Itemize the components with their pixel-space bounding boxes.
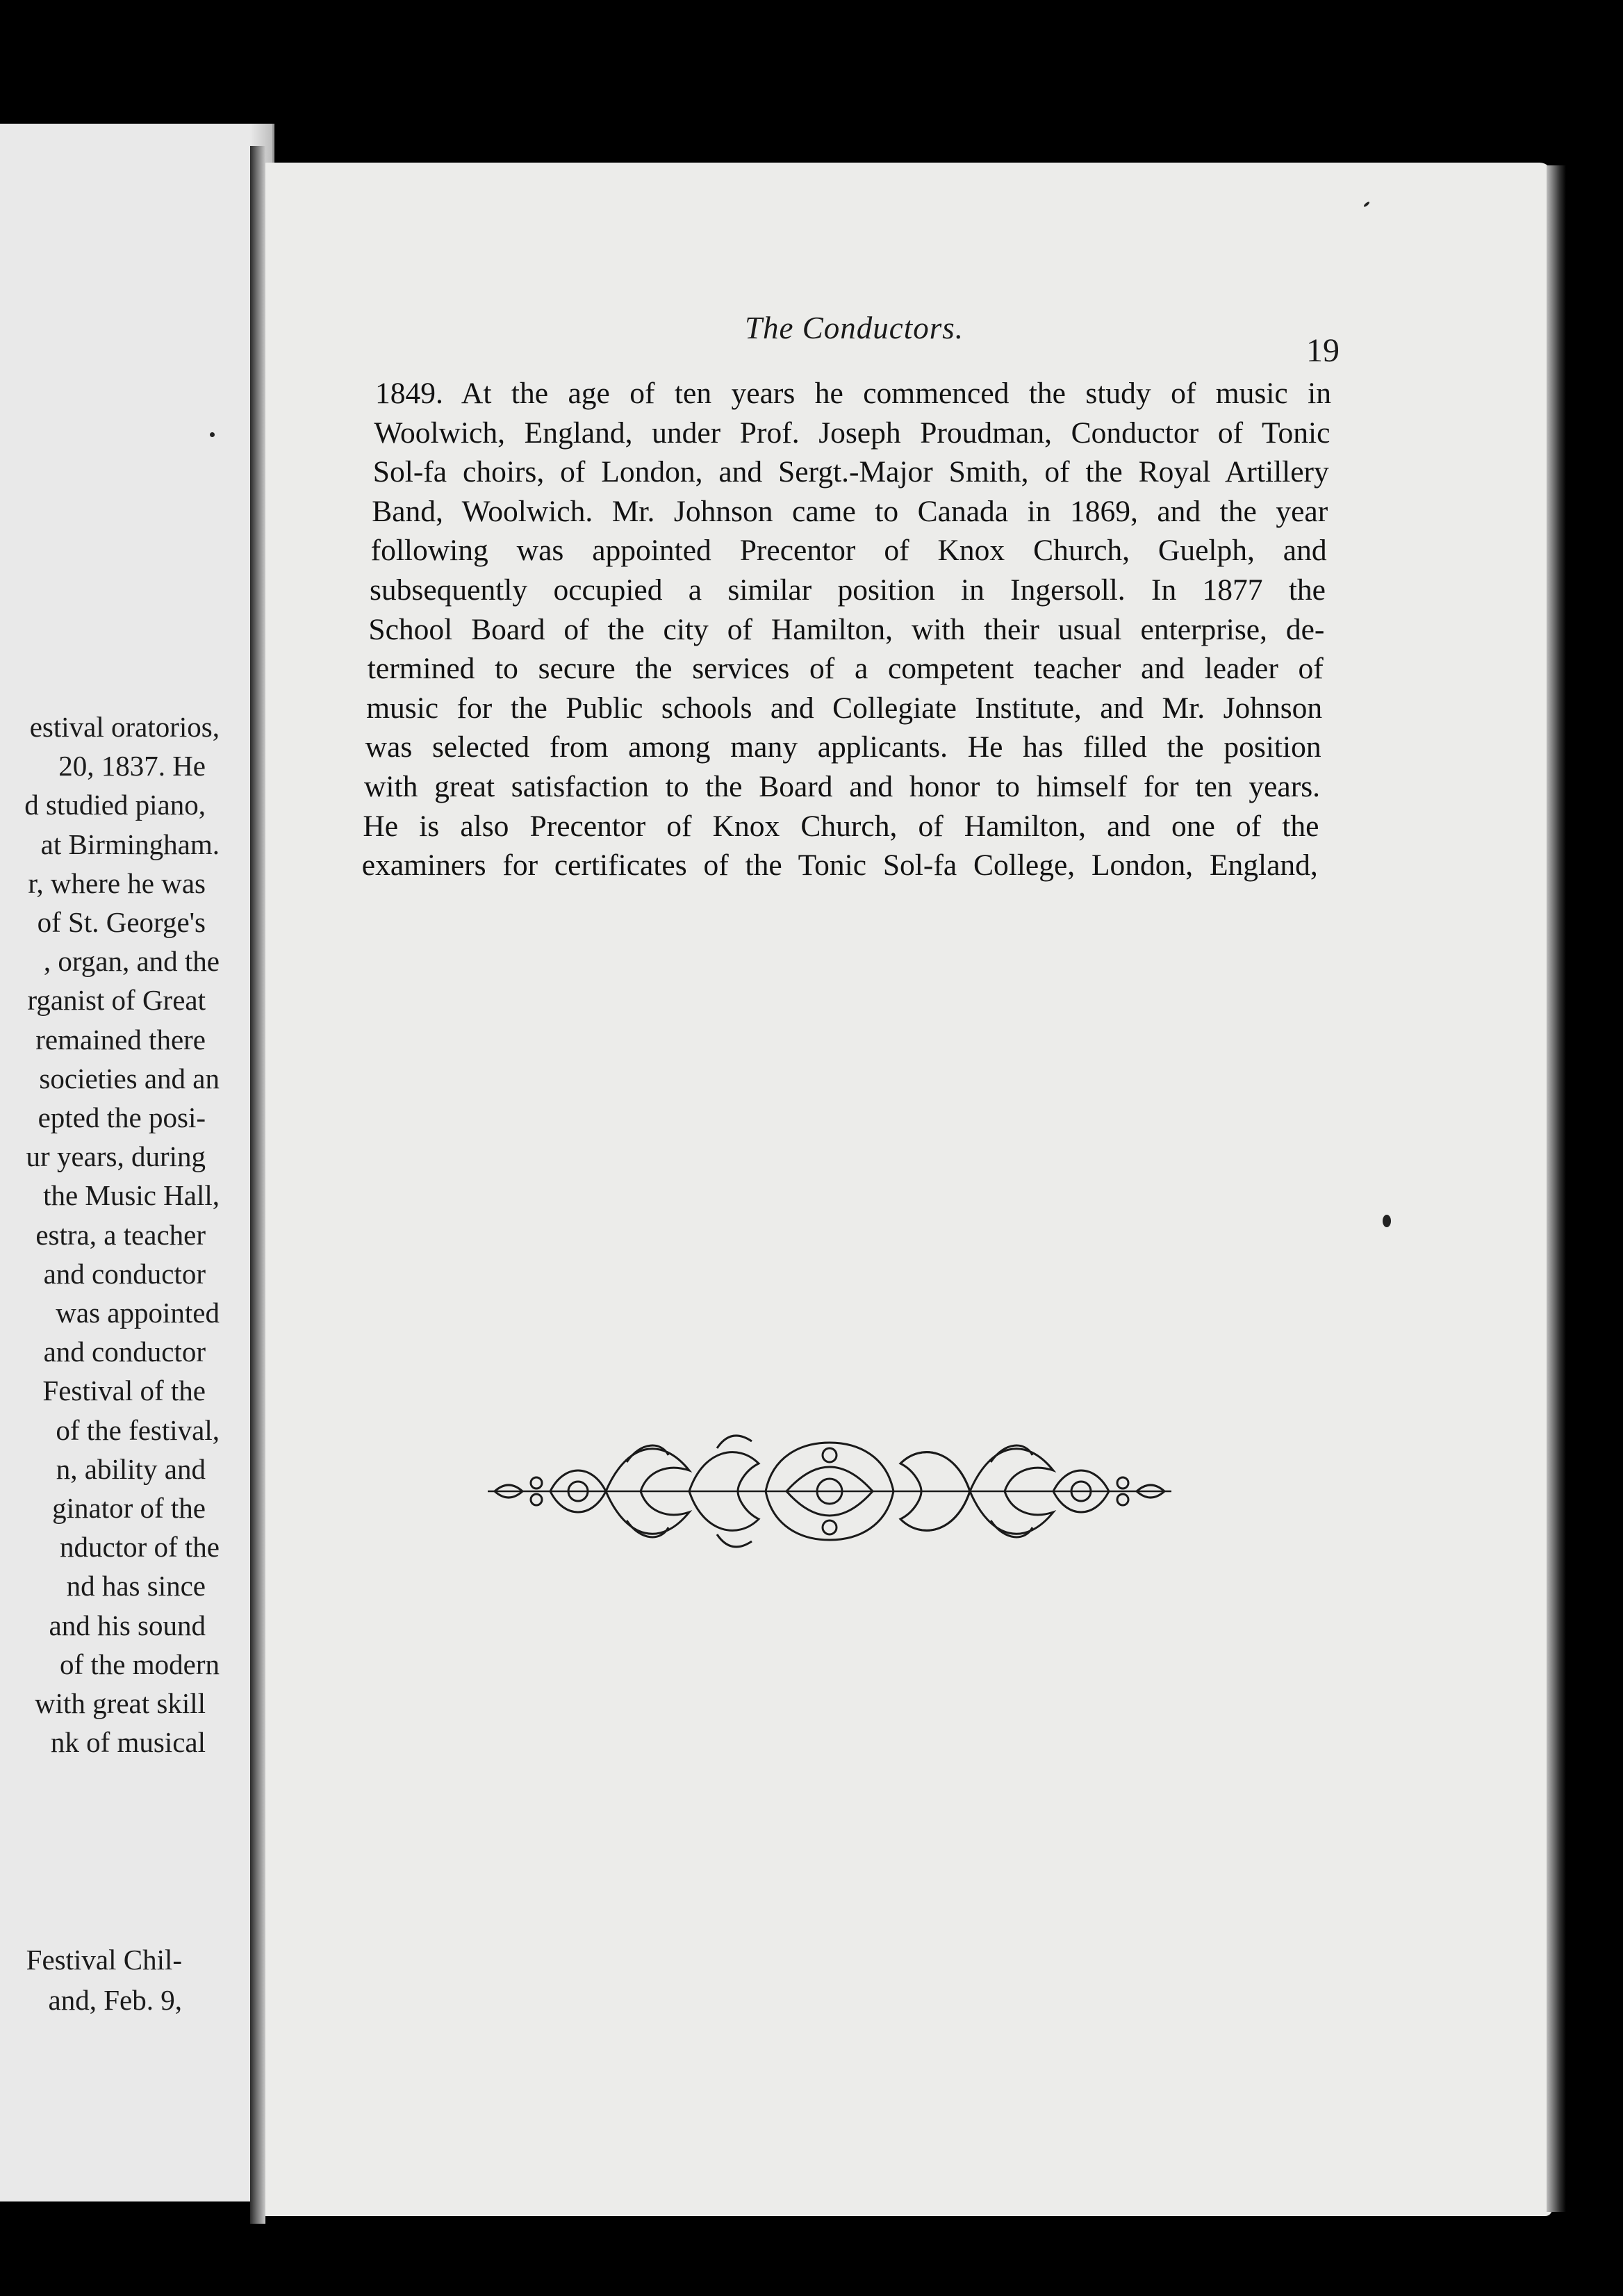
decorative-ornament	[488, 1420, 1171, 1562]
left-page-line: estra, a teacher	[35, 1218, 206, 1251]
body-line: Band, Woolwich. Mr. Johnson came to Canada in 1869, and the year	[372, 494, 1328, 528]
left-page-line: rganist of Great	[27, 984, 206, 1017]
left-page-line: with great skill	[35, 1687, 206, 1719]
left-page-line: d studied piano,	[24, 789, 206, 821]
page-edge	[1547, 165, 1566, 2212]
left-page-line: and his sound	[49, 1609, 206, 1641]
left-page-line: ur years, during	[26, 1140, 206, 1173]
left-page-line: Festival of the	[42, 1375, 206, 1407]
left-page-line: the Music Hall,	[43, 1179, 220, 1212]
body-line: music for the Public schools and Collegiate Institute, and Mr. Johnson	[366, 691, 1323, 725]
left-page-line: of the modern	[60, 1648, 220, 1680]
body-line: examiners for certificates of the Tonic Sol-fa College, London, England,	[361, 848, 1318, 883]
left-page-line: societies and an	[39, 1062, 220, 1094]
left-page-line: of the festival,	[56, 1413, 220, 1446]
left-page-line: nk of musical	[50, 1726, 206, 1759]
body-line: Woolwich, England, under Prof. Joseph Proudman, Conductor of Tonic	[374, 416, 1330, 450]
page-speck	[1383, 1215, 1391, 1227]
left-page-line: estival oratorios,	[29, 711, 220, 743]
left-page-line: r, where he was	[28, 867, 206, 899]
left-page	[0, 124, 274, 2201]
page-spine	[250, 146, 265, 2224]
left-page-line: 20, 1837. He	[58, 750, 206, 782]
left-footnote-line: Festival Chil-	[26, 1944, 182, 1976]
page-number: 19	[1306, 332, 1340, 369]
left-page-line: at Birmingham.	[40, 828, 220, 860]
left-page-line: and conductor	[43, 1336, 206, 1368]
left-page-line: nd has since	[66, 1570, 206, 1602]
left-page-line: of St. George's	[37, 906, 206, 938]
body-line: with great satisfaction to the Board and honor to himself for ten years.	[364, 770, 1320, 803]
body-line: He is also Precentor of Knox Church, of Hamilton, and one of the	[363, 809, 1319, 843]
body-line: following was appointed Precentor of Knox Church, Guelph, and	[370, 534, 1327, 568]
left-page-line: n, ability and	[56, 1452, 206, 1485]
body-line: School Board of the city of Hamilton, with their usual enterprise, de-	[368, 612, 1325, 646]
left-page-line: and conductor	[43, 1257, 206, 1290]
page-speck	[210, 432, 215, 437]
left-page-line: was appointed	[56, 1297, 220, 1329]
running-head: The Conductors.	[745, 311, 964, 345]
left-page-line: nductor of the	[60, 1531, 220, 1564]
left-page-line: epted the posi-	[38, 1101, 206, 1133]
body-line: termined to secure the services of a competent teacher and leader of	[367, 652, 1324, 686]
left-page-line: , organ, and the	[43, 945, 220, 978]
left-page-line: remained there	[35, 1023, 206, 1056]
body-line: 1849. At the age of ten years he commenced the study of music in	[375, 377, 1331, 410]
body-line: Sol-fa choirs, of London, and Sergt.-Major Smith, of the Royal Artillery	[372, 455, 1329, 489]
body-line: was selected from among many applicants. He has filled the position	[365, 730, 1321, 764]
left-page-line: ginator of the	[52, 1492, 206, 1524]
body-line: subsequently occupied a similar position in Ingersoll. In 1877 the	[370, 573, 1326, 607]
left-footnote-line: and, Feb. 9,	[48, 1984, 182, 2016]
